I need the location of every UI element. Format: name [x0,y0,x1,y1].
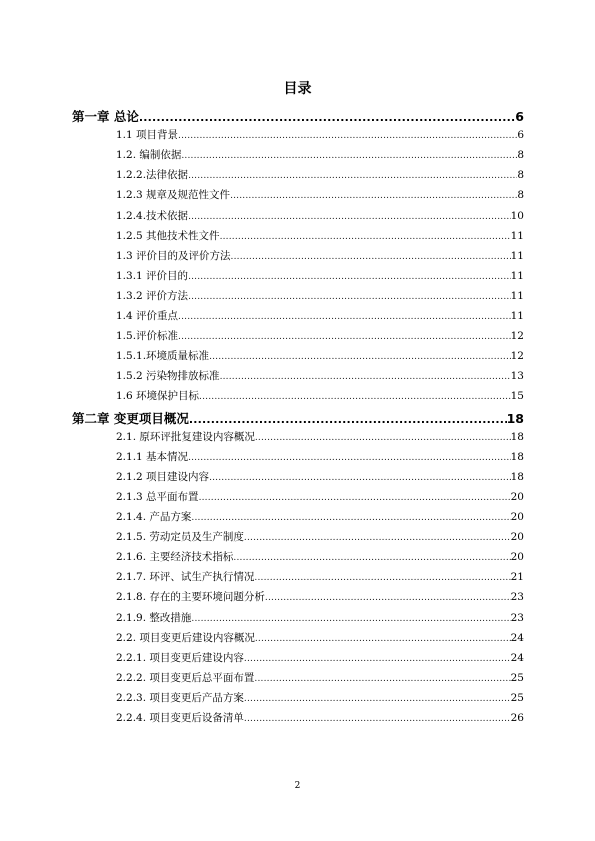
toc-entry-page: 11 [510,249,524,262]
toc-entry-page: 18 [510,430,524,443]
toc-entry-label: 2.1.3 总平面布置 [116,490,199,503]
toc-entry-page: 18 [510,470,524,483]
toc-entry-page: 23 [510,611,524,624]
toc-entry-label: 2.1.7. 环评、试生产执行情况 [116,571,255,584]
toc-chapter-entry[interactable] [72,409,524,427]
toc-entry-page: 21 [510,571,524,584]
toc-entry-label: 1.5.评价标准 [116,330,179,343]
toc-section-entry[interactable] [116,268,524,283]
toc-section-entry[interactable] [116,589,524,604]
toc-entry-page: 24 [510,631,524,644]
toc-section-entry[interactable] [116,348,524,363]
toc-title: 目录 [283,81,312,97]
toc-entry-page: 8 [517,169,524,182]
toc-section-entry[interactable] [116,248,524,263]
toc-section-entry[interactable] [116,147,524,162]
toc-entry-label: 1.2.3 规章及规范性文件 [116,189,231,202]
toc-entry-page: 11 [510,229,524,242]
toc-dot-leader [265,593,511,603]
toc-entry-page: 10 [510,209,524,222]
toc-dot-leader [199,392,511,402]
toc-entry-page: 26 [510,712,524,724]
toc-section-entry[interactable] [116,569,524,584]
toc-dot-leader [255,634,511,644]
toc-section-entry[interactable] [116,167,524,182]
toc-section-entry[interactable] [116,429,524,444]
toc-entry-label: 2.1.4. 产品方案 [116,511,192,523]
toc-section-entry[interactable] [116,208,524,223]
toc-dot-leader [188,292,511,302]
toc-section-entry[interactable] [116,650,524,665]
toc-entry-page: 11 [510,269,524,282]
toc-dot-leader [181,151,517,161]
toc-dot-leader [188,272,511,282]
toc-entry-page: 13 [510,370,524,383]
toc-entry-label: 1.2. 编制依据 [116,149,182,162]
toc-dot-leader [230,191,517,201]
toc-dot-leader [178,131,517,141]
toc-section-entry[interactable] [116,690,524,705]
toc-chapter-entry[interactable] [72,107,524,125]
toc-entry-label: 1.2.5 其他技术性文件 [116,229,220,242]
toc-entry-page: 18 [510,450,524,463]
toc-entry-page: 25 [510,691,524,704]
toc-section-entry[interactable] [116,670,524,685]
toc-entry-label: 2.2.1. 项目变更后建设内容 [116,651,244,664]
toc-section-entry[interactable] [116,610,524,625]
toc-dot-leader [254,674,510,684]
toc-entry-label: 第一章 总论 [72,109,139,124]
toc-section-entry[interactable] [116,308,524,323]
toc-dot-leader [199,493,511,503]
toc-entry-page: 11 [510,289,524,302]
toc-entry-label: 1.4 评价重点 [116,310,179,322]
toc-entry-label: 2.2.2. 项目变更后总平面布置 [116,671,255,684]
toc-entry-label: 2.1.5. 劳动定员及生产制度 [116,531,244,544]
toc-dot-leader [244,654,511,664]
toc-entry-page: 8 [517,149,524,162]
toc-dot-leader [209,352,511,362]
toc-dot-leader [220,372,511,382]
toc-entry-page: 12 [510,330,524,343]
toc-section-entry[interactable] [116,710,524,725]
toc-entry-page: 20 [510,511,524,523]
toc-dot-leader [191,513,510,523]
toc-section-entry[interactable] [116,509,524,524]
toc-entry-label: 1.3.1 评价目的 [116,269,189,282]
toc-dot-leader [178,332,511,342]
toc-entry-label: 1.5.1.环境质量标准 [116,350,210,363]
toc-entry-label: 1.2.4.技术依据 [116,209,189,222]
toc-dot-leader [244,533,511,543]
toc-entry-page: 20 [510,490,524,503]
toc-dot-leader [178,312,511,322]
toc-entry-label: 1.5.2 污染物排放标准 [116,370,220,383]
toc-dot-leader [255,433,511,443]
toc-entry-label: 2.2.4. 项目变更后设备清单 [116,712,244,724]
toc-dot-leader [188,171,517,181]
toc-section-entry[interactable] [116,529,524,544]
toc-dot-leader [254,573,510,583]
toc-section-entry[interactable] [116,228,524,243]
toc-dot-leader [188,212,511,222]
toc-dot-leader [188,453,511,463]
toc-entry-label: 1.6 环境保护目标 [116,390,200,403]
toc-section-entry[interactable] [116,549,524,564]
toc-dot-leader [191,614,510,624]
toc-entry-label: 2.1.8. 存在的主要环境问题分析 [116,591,265,604]
toc-entry-label: 2.1.9. 整改措施 [116,611,192,624]
toc-entry-label: 第二章 变更项目概况 [72,410,189,426]
toc-section-entry[interactable] [116,368,524,383]
toc-dot-leader [220,232,511,242]
toc-dot-leader [209,473,511,483]
toc-entry-page: 12 [510,350,524,363]
toc-entry-page: 20 [510,531,524,544]
toc-entry-label: 2.2.3. 项目变更后产品方案 [116,691,244,704]
toc-section-entry[interactable] [116,328,524,343]
toc-entry-label: 2.1.2 项目建设内容 [116,470,210,483]
toc-entry-label: 1.1 项目背景 [116,129,179,142]
toc-entry-page: 20 [510,551,524,564]
toc-section-entry[interactable] [116,388,524,403]
toc-section-entry[interactable] [116,630,524,645]
toc-entry-page: 11 [510,310,524,322]
toc-dot-leader [139,111,515,124]
toc-dot-leader [244,714,511,724]
toc-entry-page: 15 [510,390,524,403]
toc-entry-label: 1.3 评价目的及评价方法 [116,249,231,262]
toc-entry-page: 6 [517,129,524,142]
toc-dot-leader [244,694,511,704]
toc-entry-page: 8 [517,189,524,202]
toc-entry-page: 24 [510,651,524,664]
toc-entry-page: 6 [515,109,524,124]
toc-section-entry[interactable] [116,449,524,464]
page-number: 2 [294,781,301,791]
toc-dot-leader [233,553,510,563]
toc-entry-label: 1.3.2 评价方法 [116,289,189,302]
toc-section-entry[interactable] [116,489,524,504]
toc-entry-page: 23 [510,591,524,604]
toc-section-entry[interactable] [116,127,524,142]
toc-entry-label: 2.1.6. 主要经济技术指标 [116,551,234,564]
toc-section-entry[interactable] [116,187,524,202]
toc-section-entry[interactable] [116,469,524,484]
toc-section-entry[interactable] [116,288,524,303]
toc-dot-leader [231,252,511,262]
toc-entry-label: 2.1.1 基本情况 [116,450,189,463]
toc-entry-label: 2.2. 项目变更后建设内容概况 [116,631,255,644]
toc-entry-page: 25 [510,671,524,684]
toc-entry-page: 18 [506,410,524,426]
toc-dot-leader [189,413,507,426]
toc-entry-label: 1.2.2.法律依据 [116,169,189,182]
toc-entry-label: 2.1. 原环评批复建设内容概况 [116,430,255,443]
